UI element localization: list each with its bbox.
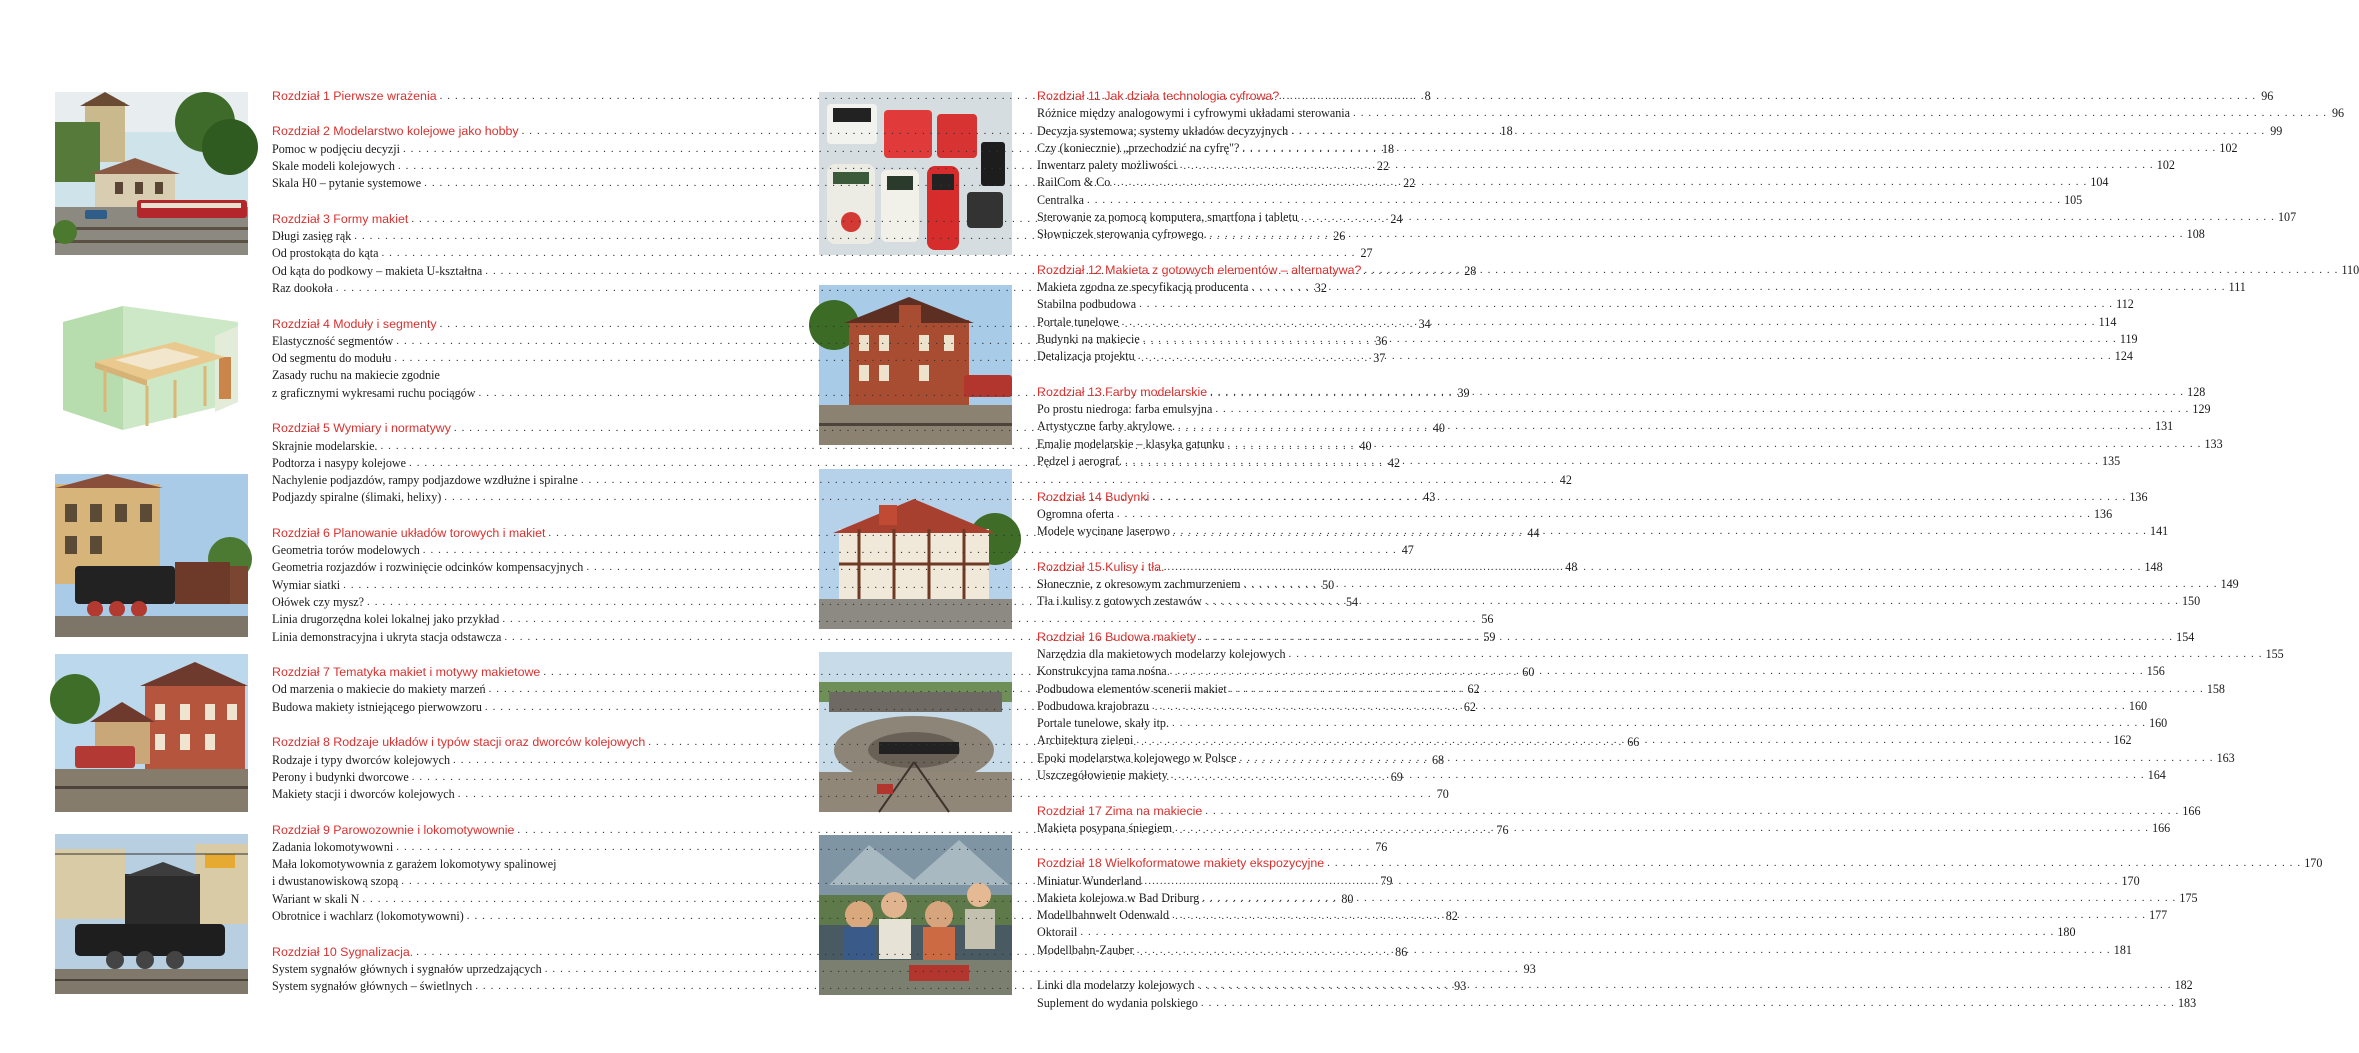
photo-locomotive-depot	[55, 834, 248, 994]
leader-dots	[1230, 681, 2204, 698]
toc-entry[interactable]	[1037, 942, 2132, 959]
toc-entry-label: Portale tunelowe	[1037, 314, 1119, 329]
toc-entry-page-number: 166	[2152, 820, 2171, 835]
toc-entry-label: Narzędzia dla makietowych modelarzy kolejowych	[1037, 646, 1286, 661]
chapter-heading-label: Rozdział 1 Pierwsze wrażenia	[272, 89, 437, 103]
toc-entry-label: Czy (koniecznie) „przechodzić na cyfrę"?	[1037, 140, 1240, 155]
toc-entry-page-number: 102	[2219, 140, 2238, 155]
leader-dots	[1282, 88, 2256, 105]
leader-dots	[1152, 489, 2126, 506]
toc-entry-label: Artystyczne farby akrylowe.	[1037, 419, 1176, 434]
toc-entry-label: Pędzel i aerograf.	[1037, 454, 1122, 469]
toc-entry-label: Podbudowa krajobrazu	[1037, 698, 1149, 713]
toc-entry-label: Raz dookoła	[272, 281, 333, 296]
chapter-heading-label: Rozdział 3 Formy makiet	[272, 211, 409, 226]
toc-entry-label: Zasady ruchu na makiecie zgodnie	[272, 368, 440, 383]
chapter-heading-page-number: 40	[1432, 421, 1445, 436]
leader-dots	[1171, 767, 2145, 784]
chapter-heading-label: Rozdział 9 Parowozownie i lokomotywownie	[272, 822, 515, 837]
toc-entry-page-number: 119	[2119, 332, 2138, 347]
leader-dots	[1202, 890, 2176, 907]
toc-entry-label: Skale modeli kolejowych	[272, 159, 395, 174]
toc-entry-page-number: 56	[1481, 612, 1494, 627]
leader-dots	[1137, 942, 2111, 959]
toc-entry-label: Makieta kolejowa w Bad Driburg	[1037, 890, 1200, 905]
toc-entry[interactable]	[1037, 576, 2239, 593]
toc-entry-page-number: 70	[1436, 787, 1449, 802]
appendix-entry[interactable]	[1037, 995, 2197, 1012]
toc-entry-page-number: 129	[2192, 402, 2211, 417]
toc-entry-label: Wymiar siatki	[272, 577, 341, 592]
toc-entry-page-number: 131	[2155, 419, 2174, 434]
toc-entry-label: Pomoc w podjęciu decyzji	[272, 141, 400, 156]
toc-entry-page-number: 181	[2113, 942, 2132, 957]
toc-entry-page-number: 96	[2331, 106, 2345, 121]
leader-dots	[1144, 873, 2118, 890]
chapter-heading[interactable]	[1037, 559, 2163, 576]
leader-dots	[1210, 226, 2184, 243]
photo-brick-station	[55, 654, 248, 812]
toc-entry-label: Sterowanie za pomocą komputera, smartfona i tabletu	[1037, 210, 1298, 225]
leader-dots	[1087, 192, 2061, 209]
leader-dots	[1139, 296, 2113, 313]
chapter-heading-page-number: 44	[1527, 525, 1540, 540]
chapter-heading-label: Rozdział 6 Planowanie układów torowych i makiet	[272, 525, 546, 540]
leader-dots	[1122, 314, 2096, 331]
chapter-heading-page-number: 136	[2129, 489, 2148, 504]
diagram-layout-room	[55, 302, 248, 432]
toc-entry-page-number: 177	[2149, 908, 2168, 923]
toc-entry[interactable]	[272, 786, 1449, 803]
toc-entry-page-number: 28	[1464, 263, 1477, 278]
toc-entry-label: Od segmentu do modułu	[272, 351, 392, 366]
toc-entry[interactable]	[1037, 105, 2345, 122]
toc-entry-page-number: 135	[2102, 454, 2121, 469]
toc-entry-label: Centralka	[1037, 192, 1085, 207]
toc-entry-label: Miniatur Wunderland	[1037, 873, 1142, 888]
toc-entry-label: Zadania lokomotywowni	[272, 839, 394, 854]
appendix-entry-label: Linki dla modelarzy kolejowych	[1037, 978, 1195, 993]
photo-steam-locomotive	[55, 474, 248, 637]
leader-dots	[1173, 523, 2147, 540]
leader-dots	[1244, 576, 2218, 593]
appendix-entry-label: Suplement do wydania polskiego	[1037, 995, 1198, 1010]
toc-entry-page-number: 68	[1431, 752, 1445, 767]
chapter-heading-label: Rozdział 18 Wielkoformatowe makiety ekspozycyjne	[1037, 856, 1325, 871]
toc-entry-page-number: 162	[2113, 733, 2132, 748]
leader-dots	[1210, 384, 2184, 401]
toc-entry-page-number: 48	[1565, 560, 1578, 575]
toc-entry-page-number: 76	[1375, 839, 1388, 854]
toc-entry[interactable]	[1037, 140, 2238, 157]
chapter-heading-page-number: 128	[2187, 384, 2206, 399]
leader-dots	[1178, 418, 2152, 435]
leader-dots	[1199, 629, 2173, 646]
toc-entry-label: Linia drugorzędna kolei lokalnej jako przykład	[272, 612, 500, 627]
chapter-heading-page-number: 76	[1496, 822, 1509, 837]
toc-entry-label: Skrajnie modelarskie.	[272, 438, 378, 453]
toc-entry-label: Od marzenia o makiecie do makiety marzeń	[272, 682, 486, 697]
chapter-heading[interactable]	[1037, 855, 2323, 872]
chapter-heading-label: Rozdział 16 Budowa makiety	[1037, 629, 1197, 644]
chapter-heading-label: Rozdział 7 Tematyka makiet i motywy makietowe	[272, 665, 541, 680]
chapter-heading-label: Rozdział 8 Rodzaje układów i typów stacji oraz dworców kolejowych	[272, 735, 646, 750]
toc-entry-page-number: 160	[2128, 698, 2148, 713]
toc-entry-label: Linia demonstracyjna i ukryta stacja odstawcza	[272, 629, 502, 644]
chapter-heading-page-number: 18	[1500, 124, 1513, 139]
toc-entry-page-number: 22	[1376, 159, 1389, 174]
toc-entry[interactable]	[1037, 279, 2246, 296]
toc-entry-label: Od prostokąta do kąta	[272, 246, 379, 261]
leader-dots	[1136, 732, 2110, 749]
toc-entry-page-number: 18	[1381, 141, 1395, 156]
chapter-heading-page-number: 8	[1424, 89, 1431, 103]
toc-entry-label: Uszczegółowienie makiety	[1037, 768, 1168, 783]
leader-dots	[1353, 105, 2327, 122]
toc-entry-page-number: 42	[1387, 455, 1401, 470]
leader-dots	[1170, 663, 2144, 680]
chapter-heading-page-number: 34	[1418, 316, 1431, 331]
toc-entry[interactable]	[1037, 174, 2109, 191]
toc-entry[interactable]	[1037, 226, 2205, 243]
toc-entry-page-number: 150	[2181, 594, 2201, 609]
chapter-heading-page-number: 86	[1395, 944, 1408, 959]
toc-entry-label: Ogromna oferta	[1037, 506, 1114, 521]
leader-dots	[1152, 698, 2126, 715]
toc-entry-page-number: 26	[1333, 229, 1346, 244]
toc-entry[interactable]	[1037, 593, 2201, 610]
chapter-heading-label: Rozdział 17 Zima na makiecie	[1037, 803, 1203, 818]
chapter-heading-page-number: 170	[2304, 856, 2323, 871]
toc-entry-label: Modele wycinane laserowo	[1037, 524, 1170, 539]
leader-dots	[1205, 593, 2179, 610]
toc-entry-label: Mała lokomotywownia z garażem lokomotywy spalinowej	[272, 857, 557, 872]
chapter-heading-label: Rozdział 12 Makieta z gotowych elementów – alternatywa?	[1037, 262, 1362, 277]
chapter-heading-label: Rozdział 2 Modelarstwo kolejowe jako hobby	[272, 124, 519, 139]
toc-entry-label: Makieta zgodna ze specyfikacją producenta	[1037, 280, 1249, 295]
toc-entry-label: Budynki na makiecie	[1037, 332, 1140, 347]
chapter-heading-page-number: 66	[1627, 735, 1640, 750]
chapter-heading-label: Rozdział 14 Budynki	[1037, 489, 1150, 504]
leader-dots	[1289, 646, 2263, 663]
toc-entry-label: Słowniczek sterowania cyfrowego.	[1037, 227, 1207, 242]
toc-entry-label: Inwentarz palety możliwości	[1037, 158, 1177, 173]
toc-entry-page-number: 163	[2216, 750, 2235, 765]
toc-entry-label: Skala H0 – pytanie systemowe	[272, 176, 422, 191]
leader-dots	[1113, 174, 2087, 191]
toc-entry[interactable]	[1037, 506, 2113, 523]
chapter-heading-label: Rozdział 13 Farby modelarskie	[1037, 384, 1208, 399]
appendix-entry-page-number: 182	[2174, 978, 2193, 993]
toc-entry-page-number: 93	[1523, 961, 1536, 976]
toc-entry-page-number: 43	[1423, 490, 1436, 505]
leader-dots	[1175, 820, 2149, 837]
toc-entry-label: Stabilna podbudowa	[1037, 297, 1137, 312]
toc-entry-label: Epoki modelarstwa kolejowego w Polsce	[1037, 750, 1237, 765]
toc-entry-page-number: 175	[2179, 890, 2198, 905]
toc-entry-page-number: 111	[2228, 280, 2246, 295]
toc-entry[interactable]	[272, 856, 678, 873]
toc-entry-page-number: 136	[2093, 506, 2113, 521]
toc-entry-label: Detalizacja projektu	[1037, 349, 1135, 364]
toc-entry[interactable]	[1037, 750, 2235, 767]
toc-entry-label: Modellbahn-Zauber	[1037, 942, 1134, 957]
toc-entry-label: Wariant w skali N	[272, 891, 360, 906]
leader-dots	[1252, 279, 2226, 296]
toc-entry-label: Po prostu niedroga: farba emulsyjna	[1037, 402, 1213, 417]
toc-entry-page-number: 156	[2146, 664, 2165, 679]
toc-entry-page-number: 104	[2090, 175, 2109, 190]
toc-entry-label: Rodzaje i typy dworców kolejowych	[272, 752, 451, 767]
toc-entry-page-number: 62	[1463, 699, 1476, 714]
toc-entry-label: Perony i budynki dworcowe	[272, 769, 409, 784]
toc-entry-page-number: 114	[2098, 314, 2117, 329]
toc-entry-page-number: 27	[1360, 246, 1373, 261]
toc-entry-page-number: 158	[2206, 681, 2225, 696]
toc-entry-page-number: 40	[1359, 438, 1372, 453]
toc-entry[interactable]	[1037, 767, 2166, 784]
toc-entry[interactable]	[272, 839, 1388, 856]
toc-entry-label: Architektura zieleni	[1037, 733, 1134, 748]
chapter-heading-label: Rozdział 4 Moduły i segmenty	[272, 316, 437, 331]
toc-entry-label: Słonecznie, z okresowym zachmurzeniem	[1037, 576, 1241, 591]
toc-entry-label: Geometria rozjazdów i rozwinięcie odcinków kompensacyjnych	[272, 560, 584, 575]
toc-entry[interactable]	[1037, 192, 2083, 209]
toc-entry[interactable]	[1037, 715, 2168, 732]
chapter-heading-label: Rozdział 5 Wymiary i normatywy	[272, 421, 451, 436]
toc-entry-label: Makieta posypana śniegiem	[1037, 820, 1173, 835]
chapter-heading-label: Rozdział 11 Jak działa technologia cyfrowa?	[1037, 89, 1280, 103]
toc-entry[interactable]	[1037, 331, 2138, 348]
leader-dots	[1364, 262, 2338, 279]
toc-entry-page-number: 42	[1559, 473, 1572, 488]
toc-entry[interactable]	[1037, 314, 2117, 331]
toc-entry[interactable]	[1037, 890, 2198, 907]
toc-entry-label: Nachylenie podjazdów, rampy podjazdowe wzdłużne i spiralne	[272, 473, 578, 488]
toc-entry-label: Różnice między analogowymi i cyfrowymi układami sterowania	[1037, 106, 1351, 121]
toc-entry-page-number: 107	[2278, 210, 2297, 225]
chapter-heading-page-number: 110	[2341, 262, 2359, 277]
toc-entry-label: z graficznymi wykresami ruchu pociągów	[272, 385, 476, 400]
chapter-heading-page-number: 96	[2261, 89, 2274, 103]
toc-entry-label: Ołówek czy mysz?	[272, 595, 365, 610]
toc-entry-page-number: 155	[2265, 646, 2284, 661]
leader-dots	[1125, 453, 2099, 470]
toc-entry-label: Modellbahnwelt Odenwald	[1037, 908, 1169, 923]
leader-dots	[1167, 559, 2141, 576]
toc-entry-page-number: 99	[2270, 123, 2283, 138]
toc-entry-label: Elastyczność segmentów	[272, 333, 394, 348]
toc-entry-label: Podjazdy spiralne (ślimaki, helixy)	[272, 490, 442, 505]
leader-dots	[1080, 924, 2054, 941]
toc-entry-page-number: 59	[1483, 629, 1496, 644]
toc-entry-label: Budowa makiety istniejącego pierwowzoru	[272, 699, 482, 714]
chapter-heading-page-number: 166	[2182, 803, 2201, 818]
leader-dots	[1205, 803, 2179, 820]
photo-station-diorama	[55, 92, 248, 255]
toc-entry-page-number: 108	[2186, 227, 2205, 242]
toc-entry[interactable]	[272, 472, 1572, 489]
chapter-heading[interactable]	[1037, 489, 2148, 506]
leader-dots	[1138, 348, 2112, 365]
toc-entry-page-number: 133	[2204, 436, 2223, 451]
toc-entry[interactable]	[272, 961, 1536, 978]
chapter-heading-page-number: 148	[2144, 559, 2163, 574]
toc-entry-page-number: 62	[1467, 682, 1480, 697]
chapter-heading[interactable]	[1037, 88, 2274, 105]
toc-entry-label: Od kąta do podkowy – makieta U-kształtna	[272, 263, 483, 278]
toc-entry-page-number: 80	[1341, 891, 1354, 906]
toc-entry-page-number: 112	[2116, 297, 2134, 312]
toc-entry-page-number: 160	[2149, 716, 2168, 731]
leader-dots	[1215, 401, 2189, 418]
leader-dots	[1198, 977, 2172, 994]
toc-entry[interactable]	[272, 611, 1494, 628]
toc-entry-label: System sygnałów głównych i sygnałów uprzedzających	[272, 961, 542, 976]
toc-entry[interactable]	[1037, 453, 2121, 470]
chapter-heading[interactable]	[1037, 803, 2201, 820]
toc-entry-page-number: 180	[2057, 925, 2076, 940]
toc-entry-page-number: 141	[2150, 524, 2169, 539]
leader-dots	[1291, 123, 2265, 140]
toc-entry[interactable]	[1037, 296, 2134, 313]
toc-entry[interactable]	[1037, 348, 2133, 365]
chapter-heading-label: Rozdział 15 Kulisy i tła.	[1037, 559, 1165, 574]
chapter-heading-label: Rozdział 10 Sygnalizacja.	[272, 944, 414, 959]
toc-entry-page-number: 105	[2064, 192, 2083, 207]
leader-dots	[1201, 995, 2175, 1012]
toc-entry-label: Obrotnice i wachlarz (lokomotywowni)	[272, 909, 464, 924]
toc-entry-page-number: 79	[1380, 874, 1393, 889]
leader-dots	[1301, 209, 2275, 226]
chapter-heading-page-number: 24	[1390, 211, 1403, 226]
toc-entry-page-number: 93	[1454, 979, 1467, 994]
toc-entry-label: Oktorail	[1037, 925, 1078, 940]
toc-entry-label: System sygnałów głównych – świetlnych	[272, 979, 473, 994]
leader-dots	[1117, 506, 2091, 523]
toc-entry-label: Długi zasięg rąk	[272, 229, 352, 244]
toc-entry-page-number: 82	[1445, 909, 1458, 924]
toc-entry-page-number: 164	[2147, 768, 2166, 783]
toc-entry-page-number: 54	[1345, 595, 1359, 610]
toc-entry-page-number: 39	[1457, 385, 1470, 400]
toc-entry-label: Podbudowa elementów scenerii makiet	[1037, 681, 1227, 696]
toc-entry[interactable]	[1037, 924, 2076, 941]
toc-entry-page-number: 22	[1403, 176, 1416, 191]
leader-dots	[1172, 907, 2146, 924]
toc-entry[interactable]	[1037, 157, 2175, 174]
toc-entry[interactable]	[1037, 209, 2297, 226]
appendix-entry-page-number: 183	[2177, 995, 2197, 1010]
leader-dots	[1227, 436, 2201, 453]
toc-entry-page-number: 124	[2114, 349, 2133, 364]
toc-entry[interactable]	[272, 367, 678, 384]
toc-entry[interactable]	[1037, 646, 2284, 663]
toc-entry-page-number: 47	[1401, 543, 1414, 558]
toc-entry[interactable]	[1037, 873, 2140, 890]
toc-entry[interactable]	[272, 245, 1373, 262]
toc-entry-page-number: 102	[2156, 158, 2175, 173]
toc-entry-page-number: 69	[1390, 769, 1403, 784]
chapter-heading-page-number: 60	[1522, 665, 1535, 680]
toc-entry-label: Emalie modelarskie – klasyka gatunku	[1037, 436, 1225, 451]
toc-entry-label: RailCom & Co	[1037, 175, 1111, 190]
toc-entry[interactable]	[272, 542, 1414, 559]
toc-entry-label: i dwustanowiskową szopą	[272, 874, 399, 889]
toc-entry-label: Makiety stacji i dworców kolejowych	[272, 787, 455, 802]
toc-entry-label: Geometria torów modelowych	[272, 543, 420, 558]
toc-entry-page-number: 36	[1375, 333, 1388, 348]
toc-entry-label: Konstrukcyjna rama nośna	[1037, 664, 1167, 679]
toc-entry-page-number: 37	[1373, 351, 1386, 366]
chapter-heading-page-number: 154	[2176, 629, 2195, 644]
leader-dots	[1143, 331, 2117, 348]
toc-entry-page-number: 149	[2220, 576, 2239, 591]
toc-entry-page-number: 32	[1314, 281, 1327, 296]
toc-entry-page-number: 170	[2121, 873, 2140, 888]
toc-entry-label: Tła i kulisy z gotowych zestawów	[1037, 594, 1202, 609]
leader-dots	[1172, 715, 2146, 732]
toc-entry-label: Podtorza i nasypy kolejowe	[272, 455, 407, 470]
leader-dots	[1327, 855, 2301, 872]
toc-entry[interactable]	[1037, 401, 2211, 418]
toc-entry[interactable]	[1037, 418, 2174, 435]
toc-entry-label: Portale tunelowe, skały itp.	[1037, 716, 1169, 731]
leader-dots	[1240, 750, 2214, 767]
toc-entry-page-number: 50	[1322, 577, 1335, 592]
leader-dots	[1242, 140, 2216, 157]
toc-entry-label: Decyzja systemowa; systemy układów decyzyjnych	[1037, 123, 1289, 138]
toc-entry[interactable]	[1037, 436, 2223, 453]
leader-dots	[1180, 157, 2154, 174]
toc-chapter	[1037, 559, 2239, 611]
